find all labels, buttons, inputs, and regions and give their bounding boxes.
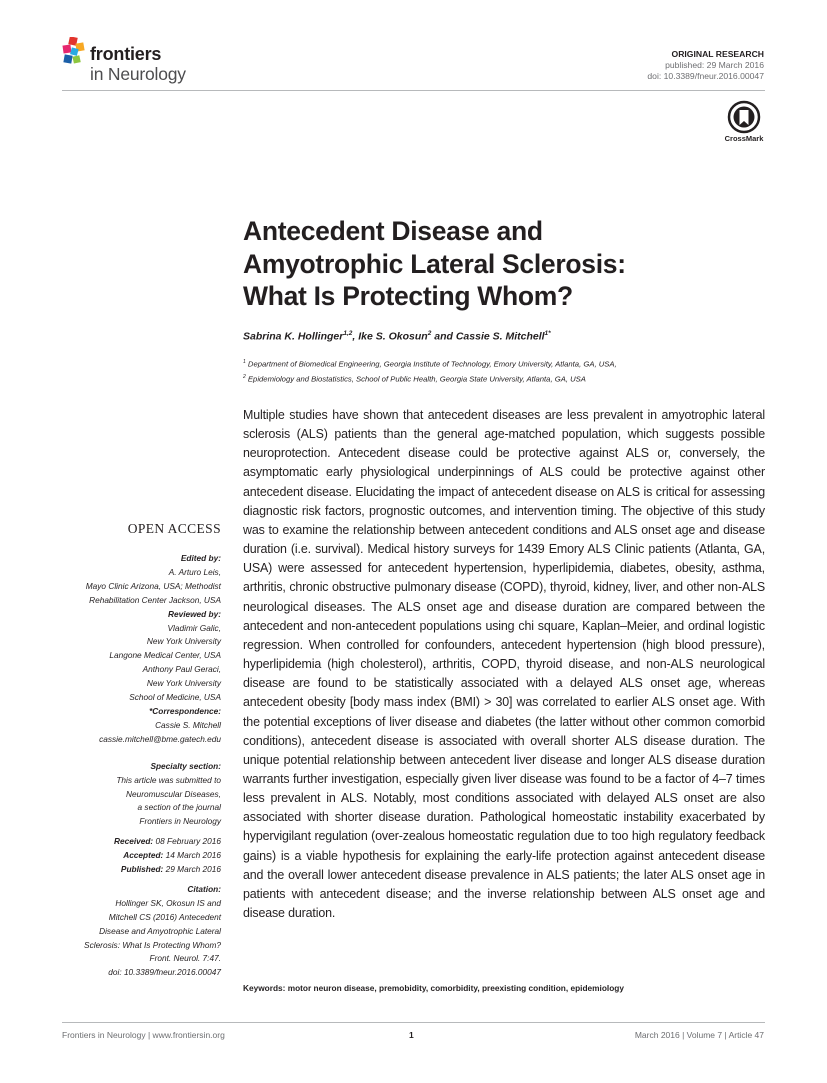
affiliation [243,374,586,384]
author-separator: and [431,330,456,343]
correspondence-email[interactable]: cassie.mitchell@bme.gatech.edu [99,733,221,744]
editor-line: Rehabilitation Center Jackson, USA [89,594,221,605]
title-line: What Is Protecting Whom? [243,281,573,311]
author-separator: , [352,330,359,343]
accepted-label: Accepted: [123,850,164,861]
article-type: ORIGINAL RESEARCH [671,49,764,59]
author-affiliation-mark: 1,2 [343,330,353,337]
published-label: Published: [120,864,164,875]
author-name[interactable]: Sabrina K. Hollinger [243,330,344,343]
published-date: published: 29 March 2016 [665,60,764,71]
abstract-text: Multiple studies have shown that antecedent diseases are less prevalent in amyotrophic lateral sclerosis (ALS) patients than the general age-matched population, which suggests possible neuroprotection. Antecedent disease could be protective against ALS or, conversely, the asymptomatic early physiological underpinnings of ALS could be protective against other antecedent disease. Elucidating the impact of antecedent disease on ALS is critical for assessing diagnostic risk factors, prognostic outcomes, and intervention timing. The objective of this study was to examine the relationship between antecedent conditions and ALS onset age and disease duration (i.e. survival). Medical history surveys for 1439 Emory ALS Clinic patients (Atlanta, GA, USA) were assessed for antecedent hypertension, hyperlipidemia, diabetes, obesity, asthma, arthritis, chronic obstructive pulmonary disease (COPD), thyroid, kidney, liver, and other non-ALS neurological diseases. The ALS onset age and disease duration are compared between the antecedent and non-antecedent populations using chi square, Kaplan–Meier, and ordinal logistic regression. When controlled for confounders, antecedent hypertension (high blood pressure), hyperlipidemia (high cholesterol), arthritis, COPD, thyroid disease, and non-ALS neurological disease are found to be statistically associated with a delayed ALS onset age, whereas antecedent obesity [body mass index (BMI) > 30] was correlated to earlier ALS onset age. With the potential exceptions of liver disease and diabetes (the latter without other common comorbid conditions), antecedent disease is associated with overall shorter ALS disease duration. The unique potential relationship between antecedent liver disease and longer ALS disease duration warrants further investigation, especially given liver disease was found to be a factor of 4–7 times less prevalent in ALS. Notably, most conditions associated with delayed ALS onset are also associated with shorter disease duration. Pathological homeostatic instability exacerbated by hypervigilant regulation (over-zealous homeostatic regulation due to too high regulatory feedback gains) is a viable hypothesis for explaining the early-life protection against antecedent disease and the overall lower antecedent disease prevalence in ALS patients; the later ALS onset age in patients with antecedent disease; and the inverse relationship between ALS onset age and disease duration. [243,408,765,921]
open-access-label: OPEN ACCESS [127,521,221,536]
specialty-line: This article was submitted to [116,774,221,785]
frontiers-logo-icon [62,37,88,65]
published-date-sidebar [60,863,221,877]
specialty-line: Frontiers in Neurology [139,816,221,827]
page-number: 1 [409,1030,414,1040]
affiliation-number: 1 [243,359,246,365]
correspondence-heading: *Correspondence: [149,705,221,716]
author-affiliation-mark: 2 [427,330,432,337]
article-title [243,215,703,313]
logo-text-journal: in Neurology [90,64,186,84]
author-name[interactable]: Cassie S. Mitchell [455,330,545,343]
article-doi[interactable]: doi: 10.3389/fneur.2016.00047 [647,71,764,82]
footer-rule [62,1022,765,1023]
citation-line: Sclerosis: What Is Protecting Whom? [84,939,221,950]
crossmark-badge[interactable] [722,100,766,144]
author-list [243,330,551,343]
crossmark-icon [722,100,766,134]
received-label: Received: [113,836,154,847]
reviewer-line: New York University [146,636,221,647]
affiliation-text: Epidemiology and Biostatistics, School of Public Health, Georgia State University, Atlanta, GA, USA [247,374,586,384]
article-meta [647,49,764,83]
received-date [60,835,221,849]
edited-by-heading: Edited by: [180,553,221,563]
author-affiliation-mark: 1* [544,330,551,337]
footer-issue-info: March 2016 | Volume 7 | Article 47 [634,1030,764,1040]
header-rule [62,90,765,91]
article-info-sidebar [60,520,221,980]
published-value: 29 March 2016 [165,864,221,875]
affiliation-number: 2 [243,374,246,380]
correspondence-name: Cassie S. Mitchell [155,719,221,730]
editor-line: A. Arturo Leis, [168,566,221,577]
crossmark-label: CrossMark [724,134,764,143]
keywords: Keywords: motor neuron disease, premobidity, comorbidity, preexisting condition, epidemiology [243,983,624,993]
specialty-line: Neuromuscular Diseases, [126,788,221,799]
affiliation [243,359,617,369]
logo-text-frontiers: frontiers [90,44,162,64]
affiliation-text: Department of Biomedical Engineering, Georgia Institute of Technology, Emory University, Atlanta, GA, USA, [247,359,617,369]
title-line: Amyotrophic Lateral Sclerosis: [243,248,626,279]
accepted-value: 14 March 2016 [165,850,221,861]
reviewer-line: Langone Medical Center, USA [109,650,221,661]
journal-logo[interactable] [62,37,212,87]
reviewer-line: School of Medicine, USA [129,692,221,703]
citation-line: Mitchell CS (2016) Antecedent [108,911,221,922]
citation-line[interactable]: doi: 10.3389/fneur.2016.00047 [108,967,221,978]
author-name[interactable]: Ike S. Okosun [358,330,428,343]
reviewer-line: New York University [146,678,221,689]
specialty-heading: Specialty section: [150,760,221,771]
reviewed-by-heading: Reviewed by: [167,608,221,619]
citation-heading: Citation: [187,883,221,894]
accepted-date [60,849,221,863]
reviewer-line: Vladimir Galic, [167,622,221,633]
title-line: Antecedent Disease and [243,216,543,246]
specialty-line: a section of the journal [137,802,221,813]
editor-line: Mayo Clinic Arizona, USA; Methodist [85,580,221,591]
citation-line: Hollinger SK, Okosun IS and [115,897,221,908]
citation-line: Disease and Amyotrophic Lateral [99,925,221,936]
citation-line: Front. Neurol. 7:47. [149,953,221,964]
received-value: 08 February 2016 [155,836,221,847]
reviewer-line: Anthony Paul Geraci, [142,664,221,675]
footer-journal-link[interactable]: Frontiers in Neurology | www.frontiersin.org [62,1030,225,1040]
